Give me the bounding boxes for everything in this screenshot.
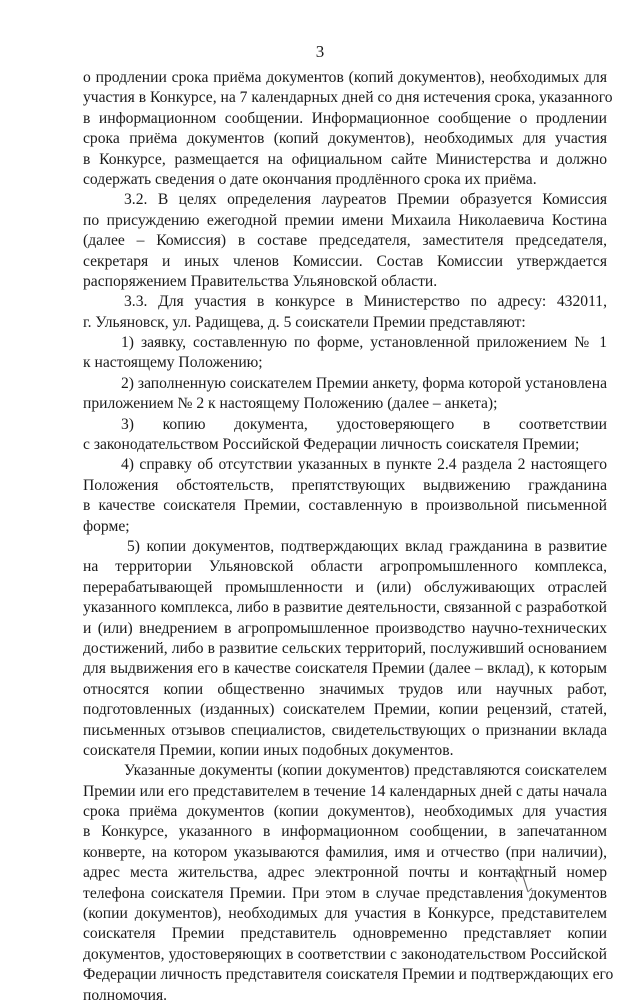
text-line: срока приёма документов (копии документов), необходимых для участия — [83, 803, 607, 821]
text-line: письменных отзывов специалистов, свидетельствующих о признании вклада — [83, 721, 607, 739]
text-line: 1) заявку, составленную по форме, установленной приложением № 1 — [121, 334, 607, 352]
text-line: достижений, либо в развитие сельских территорий, послуживший основанием — [83, 639, 607, 657]
text-line: Федерации личность представителя соискателя Премии и подтверждающих его — [83, 966, 614, 984]
text-line: перерабатывающей промышленности и (или) обслуживающих отраслей — [83, 578, 607, 596]
text-line: с законодательством Российской Федерации личность соискателя Премии; — [83, 436, 580, 454]
text-line: форме; — [83, 517, 130, 535]
text-line: соискателя Премии, копии иных подобных документов. — [83, 741, 454, 759]
text-line: содержать сведения о дате окончания продлённого срока их приёма. — [83, 170, 537, 188]
text-line: указанного комплекса, либо в развитие деятельности, связанной с разработкой — [83, 599, 607, 617]
text-line: 3) копию документа, удостоверяющего в соответствии — [121, 415, 607, 433]
text-line: Премии или его представителем в течение 14 календарных дней с даты начала — [83, 782, 607, 800]
text-line: относятся копии общественно значимых трудов или научных работ, — [83, 680, 607, 698]
text-line: на территории Ульяновской области агропромышленного комплекса, — [83, 558, 607, 576]
text-line: конверте, на котором указываются фамилия, имя и отчество (при наличии), — [83, 843, 607, 861]
page-number: 3 — [315, 42, 325, 61]
text-line: 4) справку об отсутствии указанных в пункте 2.4 раздела 2 настоящего — [121, 456, 607, 474]
text-line: 3.3. Для участия в конкурсе в Министерство по адресу: 432011, — [124, 293, 607, 311]
handwritten-mark — [498, 862, 548, 896]
text-line: приложением № 2 к настоящему Положению (далее – анкета); — [83, 395, 498, 413]
text-line: для выдвижения его в качестве соискателя Премии (далее – вклад), к которым — [83, 660, 607, 678]
text-line: 2) заполненную соискателем Премии анкету, форма которой установлена — [121, 374, 607, 392]
text-line: в Конкурсе, указанного в информационном сообщении, в запечатанном — [83, 823, 607, 841]
text-line: срока приёма документов (копий документов), необходимых для участия — [83, 130, 607, 148]
text-line: Положения обстоятельств, препятствующих выдвижению гражданина — [83, 476, 607, 494]
text-line: участия в Конкурсе, на 7 календарных дней со дня истечения срока, указанного — [83, 89, 613, 107]
text-line: о продлении срока приёма документов (копий документов), необходимых для — [83, 69, 607, 86]
text-line: Указанные документы (копии документов) представляются соискателем — [124, 762, 607, 780]
text-line: 5) копии документов, подтверждающих вклад гражданина в развитие — [127, 537, 607, 555]
text-line: телефона соискателя Премии. При этом в случае представления документов — [83, 884, 607, 902]
text-line: секретаря и иных членов Комиссии. Состав Комиссии утверждается — [83, 252, 607, 270]
text-line: и (или) внедрением в агропромышленное производство научно-технических — [83, 619, 607, 637]
text-line: (далее – Комиссия) в составе председателя, заместителя председателя, — [83, 232, 607, 250]
text-line: г. Ульяновск, ул. Радищева, д. 5 соискатели Премии представляют: — [83, 313, 526, 331]
text-line: (копии документов), необходимых для участия в Конкурсе, представителем — [83, 905, 607, 923]
text-line: в Конкурсе, размещается на официальном сайте Министерства и должно — [83, 150, 607, 168]
text-line: распоряжением Правительства Ульяновской области. — [83, 272, 438, 290]
text-line: к настоящему Положению; — [83, 354, 263, 372]
text-line: в качестве соискателя Премии, составленную в произвольной письменной — [83, 497, 607, 515]
text-line: по присуждению ежегодной премии имени Михаила Николаевича Костина — [83, 211, 607, 229]
text-line: адрес места жительства, адрес электронной почты и контактный номер — [83, 864, 607, 882]
text-line: документов, удостоверяющих в соответствии с законодательством Российской — [83, 945, 607, 963]
text-line: 3.2. В целях определения лауреатов Премии образуется Комиссия — [124, 191, 607, 209]
text-line: в информационном сообщении. Информационное сообщение о продлении — [83, 109, 607, 127]
text-line: соискателя Премии представитель одновременно представляет копии — [83, 925, 607, 943]
text-line: полномочия. — [83, 986, 168, 1004]
text-line: подготовленных (изданных) соискателем Премии, копии рецензий, статей, — [83, 701, 607, 719]
